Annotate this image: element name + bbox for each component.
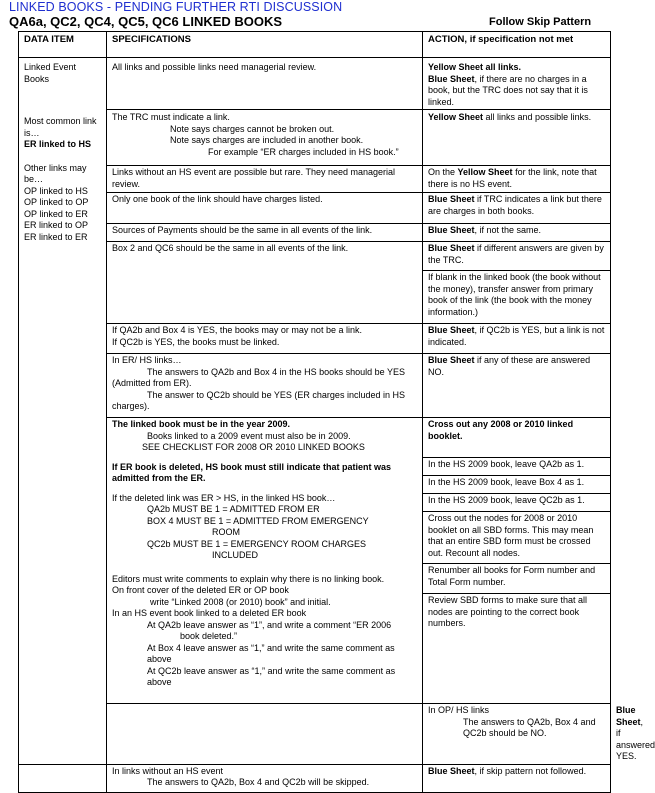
- list-item: OP linked to ER: [24, 208, 88, 219]
- action-cell: [423, 58, 611, 110]
- common-link-label: Most common link is…: [24, 116, 97, 138]
- spec-line: QC2b MUST BE 1 = EMERGENCY ROOM CHARGES: [147, 538, 366, 549]
- action-keyword: Blue Sheet: [428, 355, 475, 365]
- spec-line: In links without an HS event: [112, 765, 224, 776]
- spec-line: If QC2b is YES, the books must be linked.: [112, 336, 280, 347]
- action-text: , if there are no charges in a book, but the TRC does not say that it is linked.: [428, 73, 588, 107]
- action-text: if different answers are given by the TRC.: [428, 243, 604, 265]
- spec-line: The answers to QA2b, Box 4 and QC2b should be NO.: [463, 716, 596, 738]
- spec-line: Editors must write comments to explain why there is no linking book.: [112, 573, 385, 584]
- action-keyword: Yellow Sheet: [457, 167, 513, 177]
- action-cell: [423, 224, 611, 242]
- spec-cell: Only one book of the link should have charges listed.: [107, 193, 423, 224]
- header-action: ACTION, if specification not met: [423, 32, 611, 58]
- action-cell: [423, 324, 611, 354]
- action-text: Yellow Sheet all links.: [428, 62, 522, 72]
- spec-line: The answers to QA2b, Box 4 and QC2b will be skipped.: [147, 777, 370, 787]
- spec-line: In OP/ HS links: [428, 705, 490, 715]
- action-keyword: Blue Sheet: [428, 325, 475, 335]
- list-item: ER linked to OP: [24, 220, 89, 230]
- spec-line: above: [147, 654, 172, 664]
- spec-line: In an HS event book linked to a deleted ER book: [112, 608, 307, 618]
- spec-cell: Sources of Payments should be the same in all events of the link.: [107, 224, 423, 242]
- data-item-empty: [107, 704, 423, 765]
- spec-line: The TRC must indicate a link.: [112, 112, 230, 122]
- spec-cell: [107, 764, 423, 792]
- spec-line: (Admitted from ER).: [112, 378, 192, 388]
- list-item: OP linked to OP: [24, 197, 89, 207]
- action-cell: [423, 354, 611, 418]
- action-cell: Cross out the nodes for 2008 or 2010 booklet on all SBD forms. This may mean that an entire SBD form must be crossed out. Recount all nodes.: [423, 512, 611, 564]
- table-row: [19, 193, 611, 224]
- spec-line: charges).: [112, 401, 150, 411]
- action-keyword: Blue Sheet: [428, 765, 475, 776]
- action-text: , if answered YES.: [616, 716, 655, 761]
- spec-cell: [107, 324, 423, 354]
- data-item-cell: [19, 58, 107, 765]
- spec-line: At QA2b leave answer as “1”, and write a comment “ER 2006: [147, 619, 392, 630]
- action-cell: Cross out any 2008 or 2010 linked booklet.: [423, 418, 611, 458]
- table-row: [19, 354, 611, 418]
- header-specifications: SPECIFICATIONS: [107, 32, 423, 58]
- action-keyword: Blue Sheet: [428, 225, 475, 235]
- spec-line: book deleted.”: [180, 631, 238, 641]
- action-text: , if QC2b is YES, but a link is not indicated.: [428, 325, 605, 347]
- table-row: [19, 224, 611, 242]
- table-row: [19, 110, 611, 166]
- spec-line: Note says charges cannot be broken out.: [170, 123, 335, 134]
- action-text: , if not the same.: [474, 225, 542, 235]
- spec-cell: Links without an HS event are possible but rare. They need managerial review.: [107, 166, 423, 193]
- spec-line: At QC2b leave answer as “1,” and write the same comment as: [147, 665, 396, 676]
- spec-line: write “Linked 2008 (or 2010) book” and initial.: [150, 596, 331, 607]
- action-text: , if skip pattern not followed.: [474, 765, 587, 776]
- action-cell: [423, 166, 611, 193]
- spec-line: If ER book is deleted, HS book must still indicate that patient was admitted from the ER.: [112, 461, 392, 483]
- spec-line: BOX 4 MUST BE 1 = ADMITTED FROM EMERGENCY: [147, 515, 369, 526]
- table-row: [19, 764, 611, 792]
- spec-cell: [107, 418, 423, 704]
- spec-line: QA2b MUST BE 1 = ADMITTED FROM ER: [147, 504, 320, 514]
- spec-line: INCLUDED: [212, 550, 259, 560]
- action-cell: In the HS 2009 book, leave Box 4 as 1.: [423, 476, 611, 494]
- skip-pattern-label: Follow Skip Pattern: [489, 16, 592, 28]
- header-data-item: DATA ITEM: [19, 32, 107, 58]
- table-row: [19, 418, 611, 458]
- action-cell: [423, 110, 611, 166]
- spec-line: above: [147, 677, 172, 687]
- spec-cell: [107, 110, 423, 166]
- spec-line: If the deleted link was ER > HS, in the linked HS book…: [112, 492, 336, 503]
- spec-cell: All links and possible links need managerial review.: [107, 58, 423, 110]
- spec-line: Note says charges are included in another book.: [170, 135, 364, 145]
- table-row: [19, 166, 611, 193]
- spec-line: If QA2b and Box 4 is YES, the books may or may not be a link.: [112, 325, 362, 335]
- top-title: LINKED BOOKS - PENDING FURTHER RTI DISCUSSION: [9, 0, 343, 14]
- other-links-label: Other links may be…: [24, 162, 87, 184]
- action-cell: [423, 764, 611, 792]
- action-text: if TRC indicates a link but there are charges in both books.: [428, 194, 602, 216]
- action-text: all links and possible links.: [483, 112, 592, 122]
- list-item: ER linked to ER: [24, 231, 88, 242]
- spec-line: The answer to QC2b should be YES (ER charges included in HS: [147, 389, 405, 400]
- action-keyword: Blue Sheet: [428, 194, 475, 204]
- table-row: [19, 58, 611, 110]
- action-cell: [423, 193, 611, 224]
- action-cell: In the HS 2009 book, leave QA2b as 1.: [423, 458, 611, 476]
- action-text: On the: [428, 167, 458, 177]
- header-title: QA6a, QC2, QC4, QC5, QC6 LINKED BOOKS: [9, 14, 283, 29]
- data-item-title: Linked Event Books: [24, 62, 77, 84]
- action-keyword: Blue Sheet: [428, 243, 475, 253]
- spec-line: At Box 4 leave answer as “1,” and write the same comment as: [147, 642, 395, 653]
- linked-books-table: [18, 31, 655, 793]
- spec-line: ROOM: [212, 527, 240, 537]
- action-keyword: Blue Sheet: [616, 705, 641, 727]
- action-keyword: Yellow Sheet: [428, 112, 484, 122]
- action-cell: In the HS 2009 book, leave QC2b as 1.: [423, 494, 611, 512]
- action-text: for the link, note that there is no HS event.: [428, 167, 597, 189]
- table-row: [19, 704, 611, 765]
- spec-line: For example “ER charges included in HS book.”: [208, 146, 399, 157]
- data-item-empty: [19, 764, 107, 792]
- action-cell: Review SBD forms to make sure that all nodes are pointing to the correct book numbers.: [423, 594, 611, 704]
- spec-cell: Box 2 and QC6 should be the same in all events of the link.: [107, 242, 423, 324]
- spec-line: SEE CHECKLIST FOR 2008 OR 2010 LINKED BOOKS: [142, 442, 365, 452]
- spec-cell: [423, 704, 611, 765]
- spec-line: Books linked to a 2009 event must also be in 2009.: [147, 430, 351, 441]
- action-keyword: Blue Sheet: [428, 73, 475, 84]
- table-row: [19, 242, 611, 271]
- action-cell: If blank in the linked book (the book without the money), transfer answer from primary book of the link (the book with the money information.): [423, 271, 611, 324]
- spec-cell: [107, 354, 423, 418]
- table-row: [19, 324, 611, 354]
- spec-line: In ER/ HS links…: [112, 355, 182, 365]
- action-cell: [423, 242, 611, 271]
- spec-line: The answers to QA2b and Box 4 in the HS books should be YES: [147, 366, 405, 377]
- spec-line: On front cover of the deleted ER or OP book: [112, 585, 289, 595]
- list-item: OP linked to HS: [24, 185, 88, 196]
- action-cell: Renumber all books for Form number and Total Form number.: [423, 564, 611, 594]
- action-text: if any of these are answered NO.: [428, 355, 591, 377]
- table-header-row: [19, 32, 611, 58]
- common-link-value: ER linked to HS: [24, 139, 92, 149]
- spec-line: The linked book must be in the year 2009.: [112, 419, 291, 429]
